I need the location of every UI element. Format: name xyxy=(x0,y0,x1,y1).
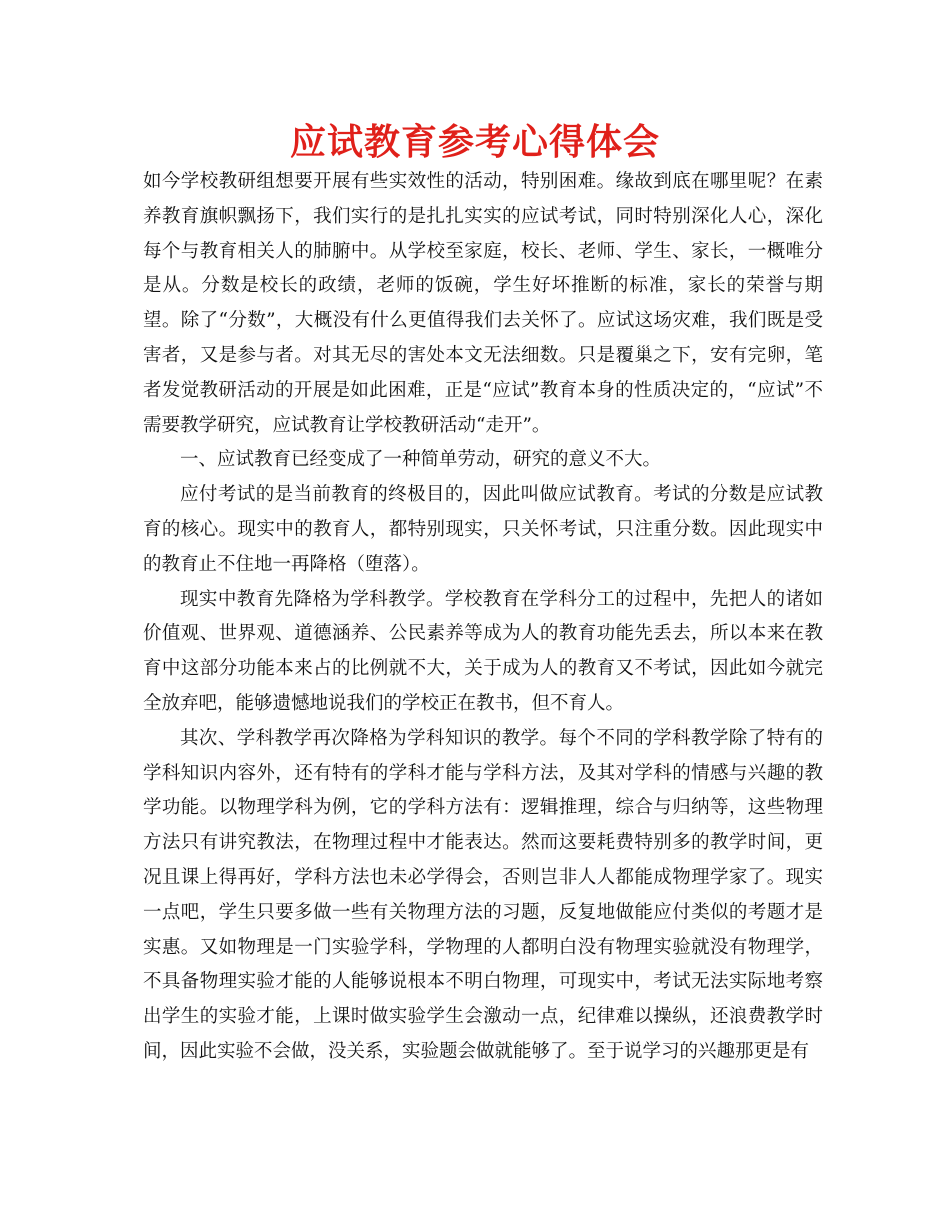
paragraph-exam-purpose: 应付考试的是当前教育的终极目的，因此叫做应试教育。考试的分数是应试教育的核心。现实中的教育人，都特别现实，只关怀考试，只注重分数。因此现实中的教育止不住地一再降格（堕落）。 xyxy=(143,484,823,575)
paragraph-section-heading: 一、应试教育已经变成了一种简单劳动，研究的意义不大。 xyxy=(180,449,662,471)
paragraph-subject-teaching: 现实中教育先降格为学科教学。学校教育在学科分工的过程中，先把人的诸如价值观、世界观、道德涵养、公民素养等成为人的教育功能先丢去，所以本来在教育中这部分功能本来占的比例就不大，关于成为人的教育又不考试，因此如今就完全放弃吧，能够遗憾地说我们的学校正在教书，但不育人。 xyxy=(143,588,823,714)
document-body xyxy=(143,165,823,1070)
document-title: 应试教育参考心得体会 xyxy=(289,122,660,163)
paragraph-intro: 如今学校教研组想要开展有些实效性的活动，特别困难。缘故到底在哪里呢？在素养教育旗帜飘扬下，我们实行的是扎扎实实的应试考试，同时特别深化人心，深化每个与教育相关人的肺腑中。从学校至家庭，校长、老师、学生、家长，一概唯分是从。分数是校长的政绩，老师的饭碗，学生好坏推断的标准，家长的荣誉与期望。除了“分数”，大概没有什么更值得我们去关怀了。应试这场灾难，我们既是受害者，又是参与者。对其无尽的害处本文无法细数。只是覆巢之下，安有完卵，笔者发觉教研活动的开展是如此困难，正是“应试”教育本身的性质决定的，“应试”不需要教学研究，应试教育让学校教研活动“走开”。 xyxy=(143,171,823,436)
paragraph-subject-knowledge: 其次、学科教学再次降格为学科知识的教学。每个不同的学科教学除了特有的学科知识内容外，还有特有的学科才能与学科方法，及其对学科的情感与兴趣的教学功能。以物理学科为例，它的学科方法有：逻辑推理，综合与归纳等，这些物理方法只有讲究教法，在物理过程中才能表达。然而这要耗费特别多的教学时间，更况且课上得再好，学科方法也未必学得会，否则岂非人人都能成物理学家了。现实一点吧，学生只要多做一些有关物理方法的习题，反复地做能应付类似的考题才是实惠。又如物理是一门实验学科，学物理的人都明白没有物理实验就没有物理学，不具备物理实验才能的人能够说根本不明白物理，可现实中，考试无法实际地考察出学生的实验才能，上课时做实验学生会激动一点，纪律难以操纵，还浪费教学时间，因此实验不会做，没关系，实验题会做就能够了。至于说学习的兴趣那更是有 xyxy=(143,727,823,1062)
